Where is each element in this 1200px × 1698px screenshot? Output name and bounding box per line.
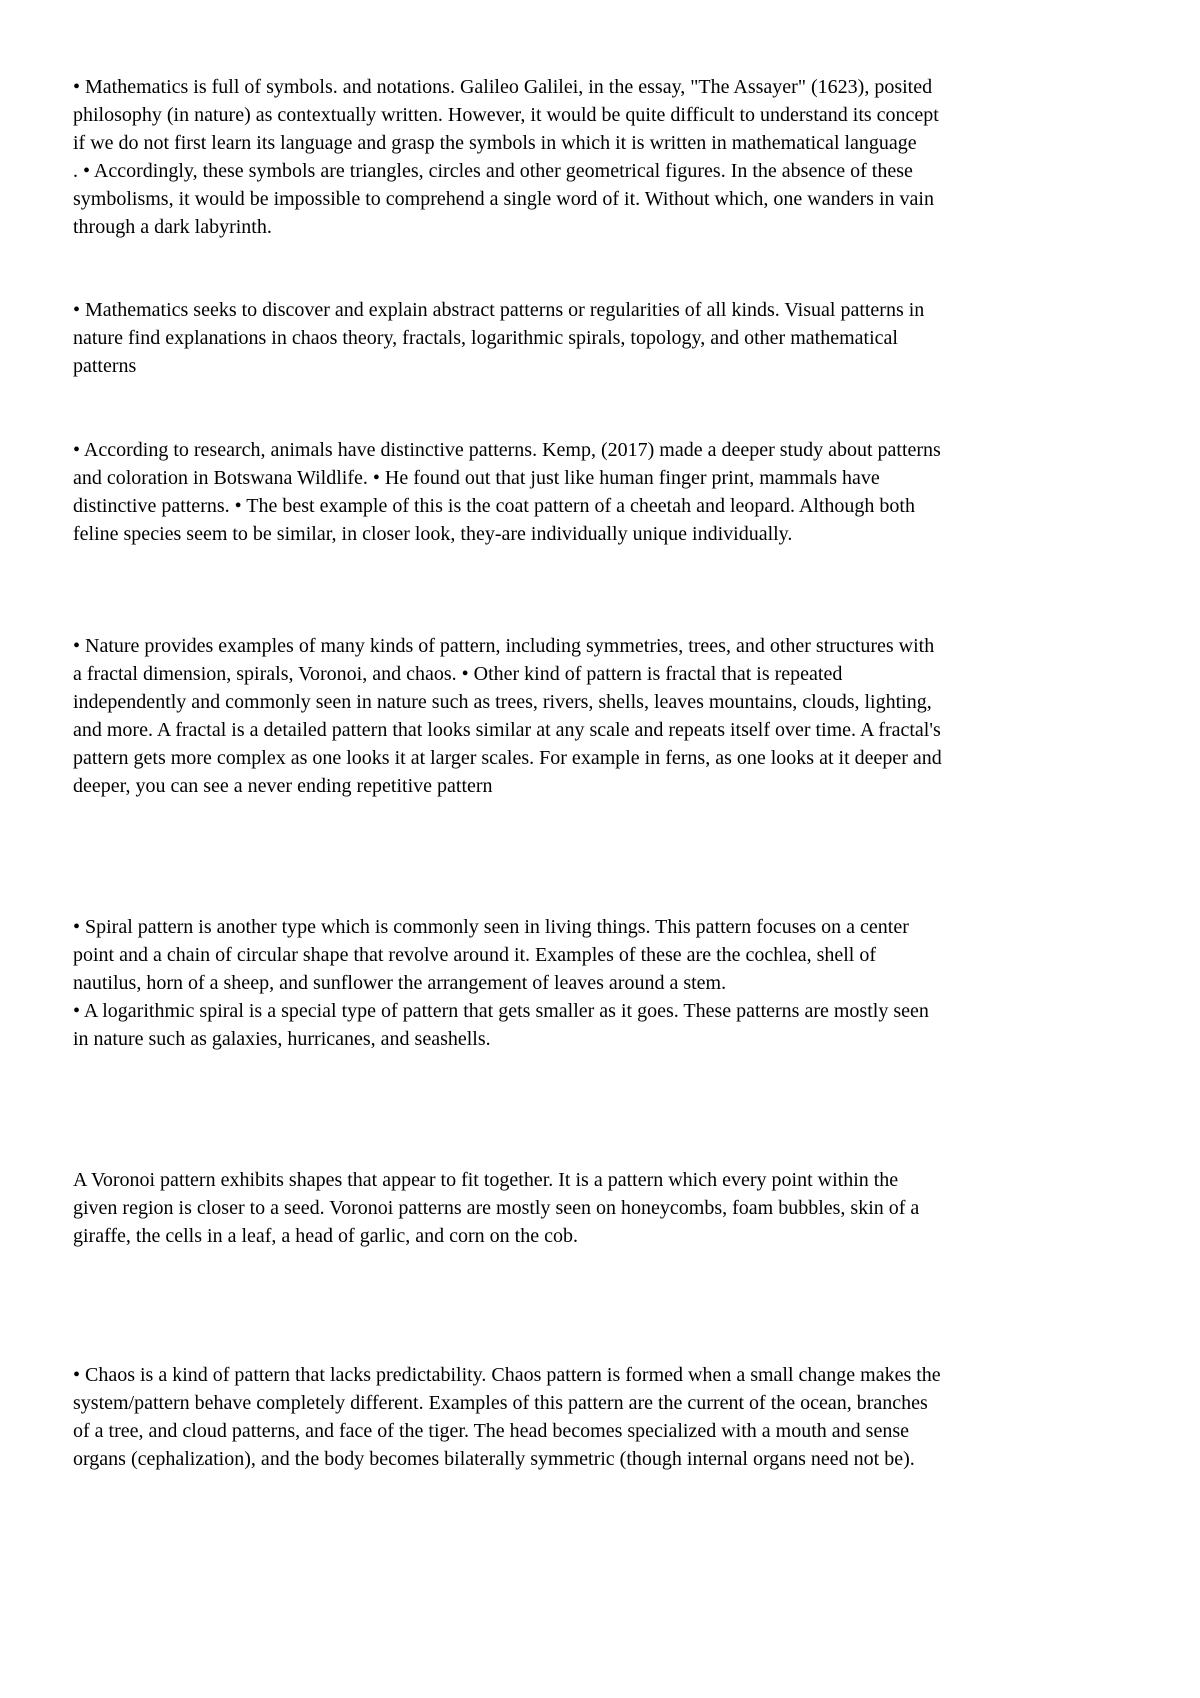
- paragraph-fractal-patterns: • Nature provides examples of many kinds of pattern, including symmetries, trees, and other structures with a fractal dimension, spirals, Voronoi, and chaos. • Other kind of pattern is fractal that is repeated independently and commonly seen in nature such as trees, rivers, shells, leaves mountains, clouds, lighting, and more. A fractal is a detailed pattern that looks similar at any scale and repeats itself over time. A fractal's pattern gets more complex as one looks it at larger scales. For example in ferns, as one looks at it deeper and deeper, you can see a never ending repetitive pattern: [73, 635, 942, 797]
- paragraph-animal-patterns: • According to research, animals have distinctive patterns. Kemp, (2017) made a deeper study about patterns and coloration in Botswana Wildlife. • He found out that just like human finger print, mammals have distinctive patterns. • The best example of this is the coat pattern of a cheetah and leopard. Although both feline species seem to be similar, in closer look, they-are individually unique individually.: [73, 439, 941, 545]
- paragraph-symbols-notations: • Mathematics is full of symbols. and notations. Galileo Galilei, in the essay, "The Assayer" (1623), posited philosophy (in nature) as contextually written. However, it would be quite difficult to understand its concept if we do not first learn its language and grasp the symbols in which it is written in mathematical language . • Accordingly, these symbols are triangles, circles and other geometrical figures. In the absence of these symbolisms, it would be impossible to comprehend a single word of it. Without which, one wanders in vain through a dark labyrinth.: [73, 76, 939, 238]
- paragraph-voronoi-patterns: A Voronoi pattern exhibits shapes that appear to fit together. It is a pattern which every point within the given region is closer to a seed. Voronoi patterns are mostly seen on honeycombs, foam bubbles, skin of a giraffe, the cells in a leaf, a head of garlic, and corn on the cob.: [73, 1169, 920, 1247]
- paragraph-chaos-patterns: • Chaos is a kind of pattern that lacks predictability. Chaos pattern is formed when a small change makes the system/pattern behave completely different. Examples of this pattern are the current of the ocean, branches of a tree, and cloud patterns, and face of the tiger. The head becomes specialized with a mouth and sense organs (cephalization), and the body becomes bilaterally symmetric (though internal organs need not be).: [73, 1364, 941, 1470]
- paragraph-spiral-patterns: • Spiral pattern is another type which is commonly seen in living things. This pattern focuses on a center point and a chain of circular shape that revolve around it. Examples of these are the cochlea, shell of nautilus, horn of a sheep, and sunflower the arrangement of leaves around a stem. • A logarithmic spiral is a special type of pattern that gets smaller as it goes. These patterns are mostly seen in nature such as galaxies, hurricanes, and seashells.: [73, 916, 929, 1050]
- paragraph-abstract-patterns: • Mathematics seeks to discover and explain abstract patterns or regularities of all kinds. Visual patterns in nature find explanations in chaos theory, fractals, logarithmic spirals, topology, and other mathematical patterns: [73, 299, 925, 377]
